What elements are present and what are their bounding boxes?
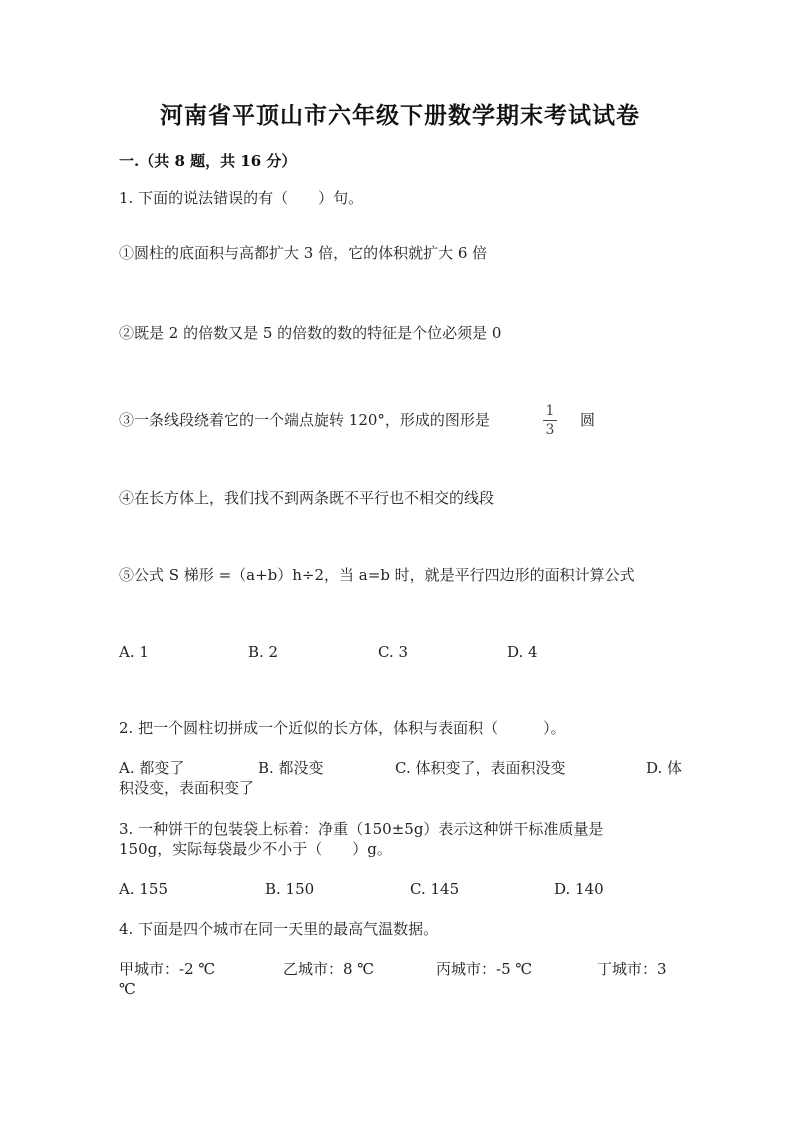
q3-option-b[interactable]: B. 150	[265, 880, 315, 898]
q3-option-c[interactable]: C. 145	[410, 880, 460, 898]
q1-option-d[interactable]: D. 4	[507, 643, 538, 661]
q4-city-ding-unit: ℃	[119, 980, 136, 998]
section-header: 一.（共 8 题，共 16 分）	[119, 152, 297, 170]
q4-stem: 4. 下面是四个城市在同一天里的最高气温数据。	[119, 920, 439, 938]
fraction-one-third	[542, 404, 558, 437]
q1-statement-5: ⑤公式 S 梯形 =（a+b）h÷2，当 a=b 时，就是平行四边形的面积计算公式	[119, 566, 635, 584]
exam-title: 河南省平顶山市六年级下册数学期末考试试卷	[160, 102, 640, 129]
fraction-denominator: 3	[545, 422, 555, 438]
q4-city-jia: 甲城市：-2 ℃	[119, 960, 216, 978]
q3-stem-line-1: 3. 一种饼干的包装袋上标着：净重（150±5g）表示这种饼干标准质量是	[119, 820, 604, 838]
q1-option-b[interactable]: B. 2	[248, 643, 279, 661]
q1-option-c[interactable]: C. 3	[378, 643, 409, 661]
q1-statement-1: ①圆柱的底面积与高都扩大 3 倍，它的体积就扩大 6 倍	[119, 244, 488, 262]
q1-statement-3-text: ③一条线段绕着它的一个端点旋转 120°，形成的图形是	[119, 411, 490, 429]
q2-option-c[interactable]: C. 体积变了，表面积没变	[395, 759, 566, 777]
q1-statement-4: ④在长方体上，我们找不到两条既不平行也不相交的线段	[119, 489, 495, 507]
q4-city-yi: 乙城市：8 ℃	[283, 960, 375, 978]
q2-option-b[interactable]: B. 都没变	[258, 759, 324, 777]
q3-option-a[interactable]: A. 155	[119, 880, 168, 898]
fraction-bar	[543, 420, 557, 421]
q2-option-d-continued: 积没变，表面积变了	[119, 779, 255, 797]
q1-option-a[interactable]: A. 1	[119, 643, 149, 661]
q2-option-a[interactable]: A. 都变了	[119, 759, 185, 777]
q3-stem-line-2: 150g，实际每袋最少不小于（ ）g。	[119, 840, 392, 858]
q4-city-bing: 丙城市：-5 ℃	[436, 960, 533, 978]
q2-option-d[interactable]: D. 体	[646, 759, 683, 777]
fraction-numerator: 1	[545, 403, 555, 419]
q4-city-ding: 丁城市：3	[597, 960, 667, 978]
q3-option-d[interactable]: D. 140	[554, 880, 604, 898]
q1-stem: 1. 下面的说法错误的有（ ）句。	[119, 189, 364, 207]
q2-stem: 2. 把一个圆柱切拼成一个近似的长方体，体积与表面积（ ）。	[119, 719, 566, 737]
q1-statement-3-suffix: 圆	[580, 411, 596, 429]
q1-statement-2: ②既是 2 的倍数又是 5 的倍数的数的特征是个位必须是 0	[119, 324, 502, 342]
